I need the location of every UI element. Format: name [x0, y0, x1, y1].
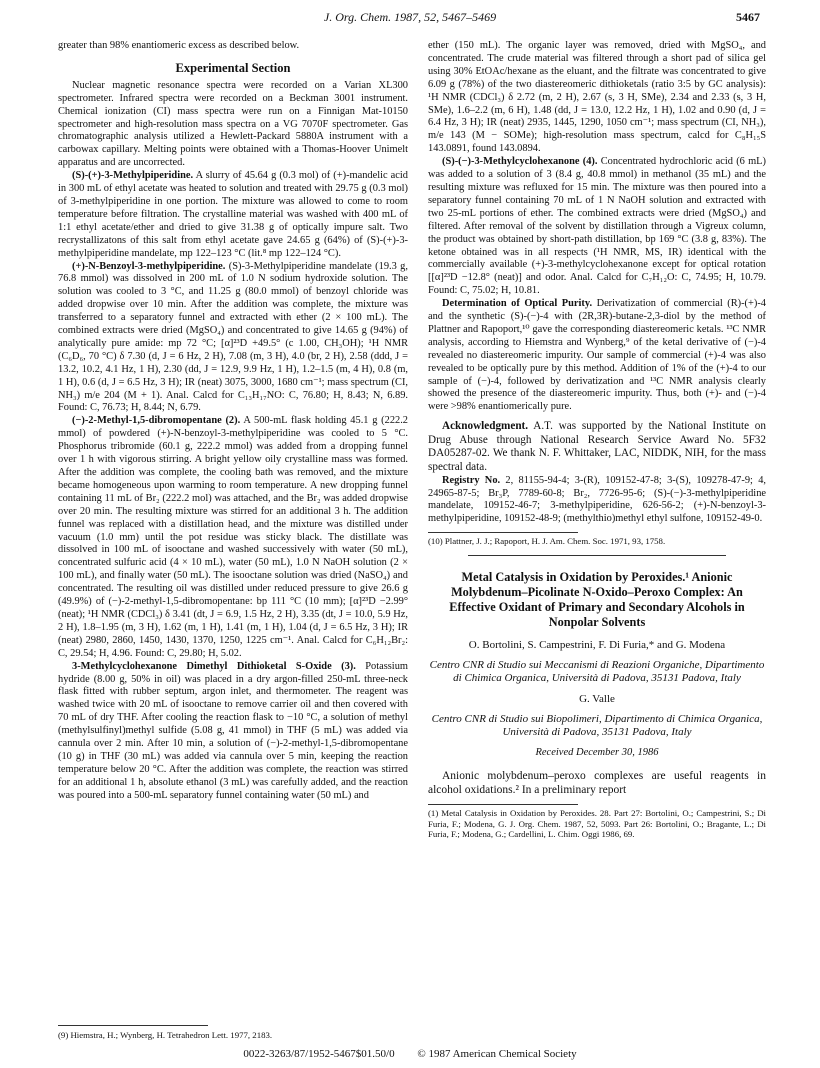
paragraph-body: (S)-3-Methylpiperidine mandelate (19.3 g, 76.8 mmol) was dissolved in 200 mL of 1.0 N sodium hydroxide solution. The solution was cooled to 3 °C, and 11.25 g (80.0 mmol) of benzoyl chloride was added dropwise over 10 min. After the addition was complete, the mixture was transferred to a separatory funnel and extracted with ether (2 × 100 mL). The combined extracts were dried (MgSO₄) and concentrated to give 14.65 g (94%) of analytically pure amide: mp 72 °C; [α]²³D +49.5° (c 1.00, CH₃OH); ¹H NMR (C₆D₆, 70 °C) δ 7.30 (d, J = 6 Hz, 2 H), 7.08 (m, 3 H), 4.0 (br, 2 H), 2.58 (ddd, J = 13.2, 10.2, 4.1 Hz, 1 H), 2.30 (dd, J = 12.9, 9.9 Hz, 1 H), 1.2–1.5 (m, 4 H), 0.8 (m, 1 H), 0.6 (d, J = 6.5 Hz, 3 H); IR (neat) 3075, 3000, 1680 cm⁻¹; mass spectrum (CI, NH₃) m/e 204 (M + 1). Anal. Calcd for C₁₃H₁₇NO: C, 76.80; H, 8.43; N, 6.89. Found: C, 76.73; H, 8.44; N, 6.79.	[58, 260, 408, 414]
footnote-10: (10) Plattner, J. J.; Rapoport, H. J. Am. Chem. Soc. 1971, 93, 1758.	[428, 536, 666, 547]
acknowledgment-title: Acknowledgment.	[442, 420, 529, 433]
dithioketal-continuation: ether (150 mL). The organic layer was removed, dried with MgSO₄, and concentrated. The crude material was filtered through a short pad of silica gel using 30% EtOAc/hexane as the eluant, and the filtrate was concentrated to give 6.09 g (78%) of the two diastereomeric dithioketals (ratio 3:5 by GC analysis): ¹H NMR (CDCl₃) δ 2.72 (m, 2 H), 2.67 (s, 3 H, SMe), 2.34 and 2.33 (s, 3 H, SMe), 1.6–2.2 (m, 6 H), 1.48 (dd, J = 13.0, 12.2 Hz, 1 H), 1.02 and 0.90 (d, J = 6.4 Hz, 3 H); IR (neat) 2935, 1445, 1290, 1050 cm⁻¹; mass spectrum (CI, NH₃), m/e 143 (M − SOMe); high-resolution mass spectrum, calcd for C₈H₁₅S 143.0891, found 143.0894.	[428, 40, 766, 155]
page-number: 5467	[736, 10, 760, 24]
dibromopentane-paragraph	[58, 415, 408, 660]
received-date: Received December 30, 1986	[535, 746, 659, 758]
article-intro: Anionic molybdenum–peroxo complexes are useful reagents in alcohol oxidations.² In a preliminary report	[428, 769, 766, 796]
acknowledgment-paragraph	[428, 420, 766, 474]
footnote-divider	[428, 532, 578, 533]
paragraph-body: A 500-mL flask holding 45.1 g (222.2 mmol) of powdered (+)-N-benzoyl-3-methylpiperidine was cooled to 5 °C. Phosphorus tribromide (60.1 g, 222.2 mmol) was added from a dropping funnel over 1 h with vigorous stirring. A bright yellow oily crystalline mass was formed. After the addition was complete, the cooling bath was removed, and the mixture became homogeneous upon warming to room temperature. A new dropping funnel containing 11 mL of Br₂ (222.2 mol) was attached, and the Br₂ was added dropwise over 20 min. The resulting mixture was stirred for an additional 3 h. The addition funnel was replaced with a distillation head, and the mixture was distilled under vacuum (1.0 mm) until the pot residue was sticky black. The distillate was dissolved in 100 mL of isooctane and washed successively with water (50 mL), concentrated sulfuric acid (4 × 10 mL), water (50 mL), 1.0 N NaOH solution (2 × 100 mL), and finally water (50 mL). The isooctane solution was dried (NaSO₄) and concentrated. The resulting oil was distilled under reduced pressure to give 26.6 g (49.9%) of (−)-2-methyl-1,5-dibromopentane: bp 111 °C (10 mm); [α]²³D −2.99° (neat); ¹H NMR (CDCl₃) δ 3.41 (dt, J = 6.9, 1.5 Hz, 2 H), 3.35 (dt, J = 10.0, 5.9 Hz, 2 H), 1.8–1.95 (m, 3 H), 1.62 (m, 1 H), 1.41 (m, 1 H), 1.04 (d, J = 6.5 Hz, 3 H); IR (neat) 2980, 2860, 1450, 1430, 1370, 1250, 1225 cm⁻¹. Anal. Calcd for C₆H₁₂Br₂: C, 29.54; H, 4.96. Found: C, 29.80; H, 5.02.	[58, 415, 409, 659]
article-author-2: G. Valle	[579, 692, 615, 705]
methylpiperidine-paragraph	[58, 170, 408, 260]
paragraph-title: (S)-(−)-3-Methylcyclohexanone (4).	[442, 156, 598, 168]
page-header	[60, 10, 760, 32]
article-divider	[468, 555, 726, 556]
paragraph-body: A slurry of 45.64 g (0.3 mol) of (+)-mandelic acid in 300 mL of ethyl acetate was heated to solution and treated with 29.75 g (0.3 mol) of 3-methylpiperidine in one portion. The mixture was allowed to come to room temperature before filtration. The crystalline material was washed with 400 mL of 1:1 ethyl acetate/ether and dried to give 31.38 g of optically impure salt. Two recrystallizatons of this salt from ethyl acetate gave 24.65 g (64%) of (S)-(+)-3-methylpiperidine mandelate, mp 122–123 °C (lit.⁸ mp 122–124 °C).	[58, 170, 408, 259]
general-methods-paragraph: Nuclear magnetic resonance spectra were recorded on a Varian XL300 spectrometer. Infrared spectra were recorded on a Beckman 3001 instrument. Chemical ionization (CI) mass spectra were run on a Finnigan Mat-10150 spectrometer and high-resolution mass spectra on a VG 7070F spectrometer. Gas chromatographic analysis utilized a Hewlett-Packard 5880A instrument with a carbowax capillary. Melting points were obtained with a Thomas-Hoover Unimelt apparatus and are uncorrected.	[58, 79, 408, 169]
benzoyl-paragraph	[58, 261, 408, 416]
paragraph-title: 3-Methylcyclohexanone Dimethyl Dithioketal S-Oxide (3).	[72, 660, 356, 672]
acknowledgment-body: A.T. was supported by the National Institute on Drug Abuse through National Research Service Award No. 5F32 DA05287-02. We thank N. F. Whittaker, LAC, NIDDK, NIH, for the mass spectral data.	[428, 420, 766, 474]
article-code: 0022-3263/87/1952-5467$01.50/0	[243, 1048, 395, 1060]
footnote-divider	[58, 1025, 208, 1026]
experimental-heading: Experimental Section	[175, 60, 291, 75]
footnote-1: (1) Metal Catalysis in Oxidation by Peroxides. 28. Part 27: Bortolini, O.; Campestrini, S.; Di Furia, F.; Modena, G. J. Org. Chem. 1987, 52, 5093. Part 26: Bortolini, O.; Bragante, L.; Di Furia, F.; Modena, G.; Cardellini, L. Chim. Oggi 1986, 69.	[428, 807, 766, 840]
optical-purity-paragraph	[428, 298, 766, 414]
paragraph-body: Derivatization of commercial (R)-(+)-4 and the synthetic (S)-(−)-4 with (2R,3R)-butane-2,3-diol by the method of Plattner and Rapoport,¹⁰ gave the corresponding diastereomeric ketals. ¹³C NMR analysis, according to Hiemstra and Wynberg,⁹ of the ketal derivative of (−)-4 revealed no diastereomeric impurity. Our sample of commercial (+)-4 was also revealed to be optically pure by this method. Addition of 1% of the (+)-4 to our sample of (−)-4, followed by derivatization and ¹³C NMR analysis clearly showed the presence of the diastereomeric impurity. Thus, both (+)- and (−)-4 were >98% enantiomerically pure.	[428, 298, 766, 413]
paragraph-title: (S)-(+)-3-Methylpiperidine.	[72, 170, 194, 182]
article-authors: O. Bortolini, S. Campestrini, F. Di Furia,* and G. Modena	[468, 639, 726, 652]
registry-paragraph	[428, 475, 766, 527]
copyright: © 1987 American Chemical Society	[417, 1048, 577, 1060]
footnote-divider	[428, 804, 578, 805]
running-head: J. Org. Chem. 1987, 52, 5467–5469	[323, 10, 497, 24]
paragraph-title: Determination of Optical Purity.	[442, 298, 593, 310]
left-column	[58, 40, 408, 803]
footnote-9: (9) Hiemstra, H.; Wynberg, H. Tetrahedron Lett. 1977, 2183.	[58, 1030, 273, 1040]
registry-title: Registry No.	[442, 474, 501, 486]
paragraph-body: Concentrated hydrochloric acid (6 mL) was added to a solution of 3 (8.4 g, 40.8 mmol) in methanol (35 mL) and the resulting mixture was refluxed for 15 min. The mixture was then poured into a separatory funnel containing 70 mL of 1 N NaOH solution and extracted with two 25-mL portions of ether. The combined extracts were dried (MgSO₄) and filtered. After removal of the solvent by distillation through a Vigreux column, the product was obtained by short-path distillation, bp 169 °C (3.8 g, 83%). The ketone obtained was in all respects (¹H NMR, MS, IR) identical with the commercially available (+)-3-methylcyclohexanone except for optical rotation [[α]²³D −12.8° (neat)] and odor. Anal. Calcd for C₇H₁₂O: C, 74.95; H, 10.79. Found: C, 75.02; H, 10.81.	[428, 156, 766, 297]
right-column	[428, 40, 766, 840]
paragraph-title: (−)-2-Methyl-1,5-dibromopentane (2).	[72, 415, 241, 427]
article-title: Metal Catalysis in Oxidation by Peroxides.¹ Anionic Molybdenum–Picolinate N-Oxido–Peroxo Complex: An Effective Oxidant of Primary and Secondary Alcohols in Nonpolar Solvents	[449, 570, 745, 630]
intro-continuation: greater than 98% enantiomeric excess as described below.	[58, 40, 300, 51]
cyclohexanone-paragraph	[428, 156, 766, 298]
affiliation-2: Centro CNR di Studio sui Biopolimeri, Dipartimento di Chimica Organica, Università di Padova, 35131 Padova, Italy	[431, 712, 763, 739]
page-footer	[0, 1048, 820, 1060]
paragraph-body: Potassium hydride (8.00 g, 50% in oil) was placed in a dry argon-filled 250-mL three-neck flask fitted with rubber septum, argon inlet, and thermometer. The reagent was washed twice with 20 mL of isooctane to remove carrier oil and then covered with 70 mL of dry THF. After cooling the reaction flask to −10 °C, a solution of methyl (methylsulfinyl)methyl sulfide (5.08 g, 41 mmol) in THF (5 mL) was added via cannula over 2 min. After 10 min, a solution of (−)-2-methyl-1,5-dibromopentane (10 g) in THF (30 mL) was added via cannula over 5 min, keeping the reaction temperature below 20 °C. After the addition was complete, the reaction was stirred for an additional 1 h, absolute ethanol (3 mL) was carefully added, and the reaction was poured into a 500-mL separatory funnel containing water (50 mL) and	[58, 660, 408, 801]
registry-body: 2, 81155-94-4; 3-(R), 109152-47-8; 3-(S), 109278-47-9; 4, 24965-87-5; Br₃P, 7789-60-8; Br₂, 7726-95-6; (S)-(−)-3-methylpiperidine mandelate, 109152-46-7; 3-methylpiperidine, 626-56-2; (+)-N-benzoyl-3-methylpiperidine, 109152-48-9; (methylthio)methyl ethyl sulfone, 109152-49-0.	[428, 474, 766, 525]
affiliation-1: Centro CNR di Studio sui Meccanismi di Reazioni Organiche, Dipartimento di Chimica Organica, Università di Padova, 35131 Padova, Italy	[429, 658, 765, 685]
dithioketal-paragraph	[58, 661, 408, 803]
paragraph-title: (+)-N-Benzoyl-3-methylpiperidine.	[72, 260, 226, 272]
